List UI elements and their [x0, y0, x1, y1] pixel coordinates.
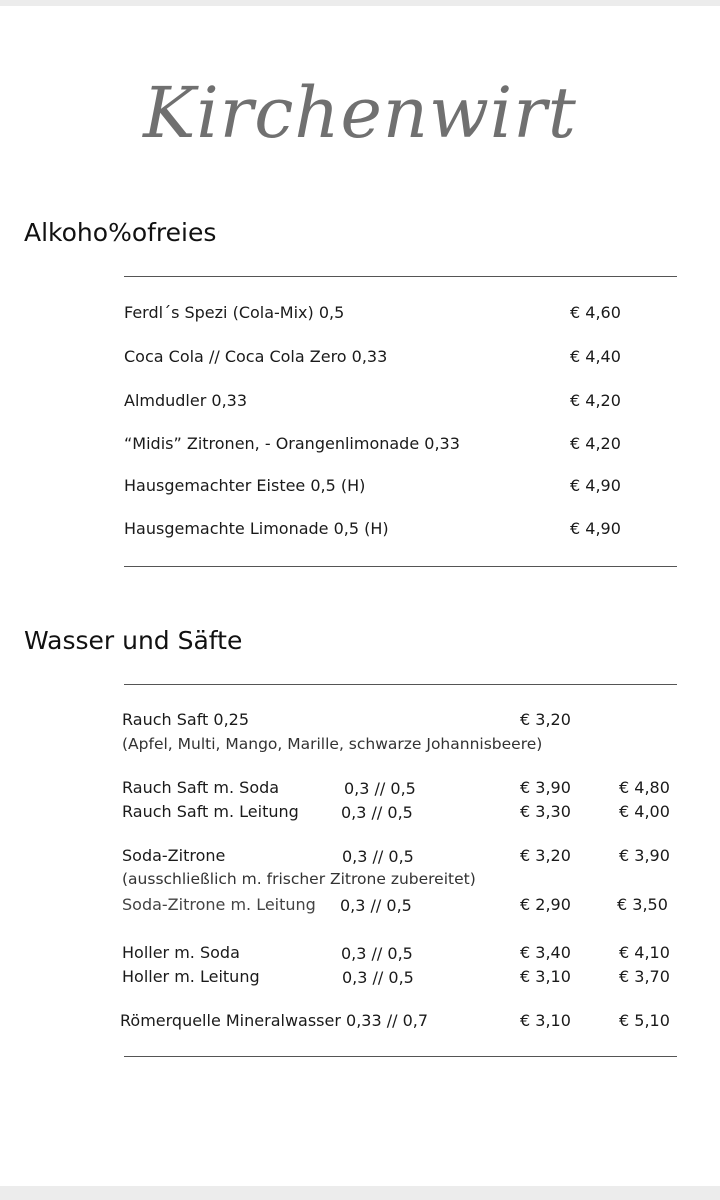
menu-item-price-large: € 4,00: [619, 802, 670, 821]
menu-item-price-large: € 3,70: [619, 967, 670, 986]
menu-item-name: Ferdl´s Spezi (Cola-Mix) 0,5: [124, 303, 345, 322]
menu-item-price-small: € 2,90: [520, 895, 571, 914]
divider: [124, 684, 677, 685]
menu-item-price-small: € 3,30: [520, 802, 571, 821]
menu-item-name: “Midis” Zitronen, - Orangenlimonade 0,33: [124, 434, 460, 453]
menu-item-price: € 4,90: [570, 519, 621, 538]
menu-item-note: (Apfel, Multi, Mango, Marille, schwarze Johannisbeere): [122, 735, 543, 753]
menu-item-name: Coca Cola // Coca Cola Zero 0,33: [124, 347, 388, 366]
section-title-alkoholfreies: Alkoho%ofreies: [24, 218, 217, 247]
menu-page: [0, 6, 720, 1186]
menu-item-price-small: € 3,10: [520, 967, 571, 986]
menu-item-price: € 4,90: [570, 476, 621, 495]
menu-item-name: Holler m. Leitung: [122, 967, 260, 986]
menu-item-price: € 4,40: [570, 347, 621, 366]
menu-item-price-large: € 3,50: [617, 895, 668, 914]
menu-item-price: € 4,20: [570, 434, 621, 453]
menu-item-price: € 3,20: [520, 710, 571, 729]
menu-item-name: Hausgemachte Limonade 0,5 (H): [124, 519, 389, 538]
menu-item-price-small: € 3,10: [520, 1011, 571, 1030]
menu-item-size: 0,3 // 0,5: [341, 944, 413, 963]
menu-item-name: Rauch Saft 0,25: [122, 710, 250, 729]
menu-item-price-small: € 3,40: [520, 943, 571, 962]
menu-item-size: 0,3 // 0,5: [340, 896, 412, 915]
menu-item-name: Rauch Saft m. Soda: [122, 778, 280, 797]
menu-item-price-large: € 4,10: [619, 943, 670, 962]
menu-item-name: Rauch Saft m. Leitung: [122, 802, 299, 821]
menu-item-size: 0,3 // 0,5: [342, 968, 414, 987]
menu-item-size: 0,3 // 0,5: [341, 803, 413, 822]
menu-item-size: 0,3 // 0,5: [342, 847, 414, 866]
menu-item-size: 0,3 // 0,5: [344, 779, 416, 798]
menu-item-name: Römerquelle Mineralwasser 0,33 // 0,7: [120, 1011, 429, 1030]
section-title-wasser-und-saefte: Wasser und Säfte: [24, 626, 243, 655]
menu-item-note: (ausschließlich m. frischer Zitrone zubereitet): [122, 870, 476, 888]
menu-item-price-large: € 4,80: [619, 778, 670, 797]
restaurant-title: Kirchenwirt: [143, 72, 577, 154]
page-bottom-edge: [0, 1186, 720, 1200]
divider: [124, 566, 677, 567]
menu-item-name: Almdudler 0,33: [124, 391, 248, 410]
divider: [124, 1056, 677, 1057]
menu-item-name: Hausgemachter Eistee 0,5 (H): [124, 476, 366, 495]
menu-item-price: € 4,20: [570, 391, 621, 410]
menu-item-name: Soda-Zitrone: [122, 846, 226, 865]
menu-item-name: Holler m. Soda: [122, 943, 240, 962]
menu-item-price-small: € 3,90: [520, 778, 571, 797]
menu-item-price: € 4,60: [570, 303, 621, 322]
menu-item-price-large: € 3,90: [619, 846, 670, 865]
menu-item-name: Soda-Zitrone m. Leitung: [122, 895, 316, 914]
menu-item-price-large: € 5,10: [619, 1011, 670, 1030]
menu-item-price-small: € 3,20: [520, 846, 571, 865]
divider: [124, 276, 677, 277]
